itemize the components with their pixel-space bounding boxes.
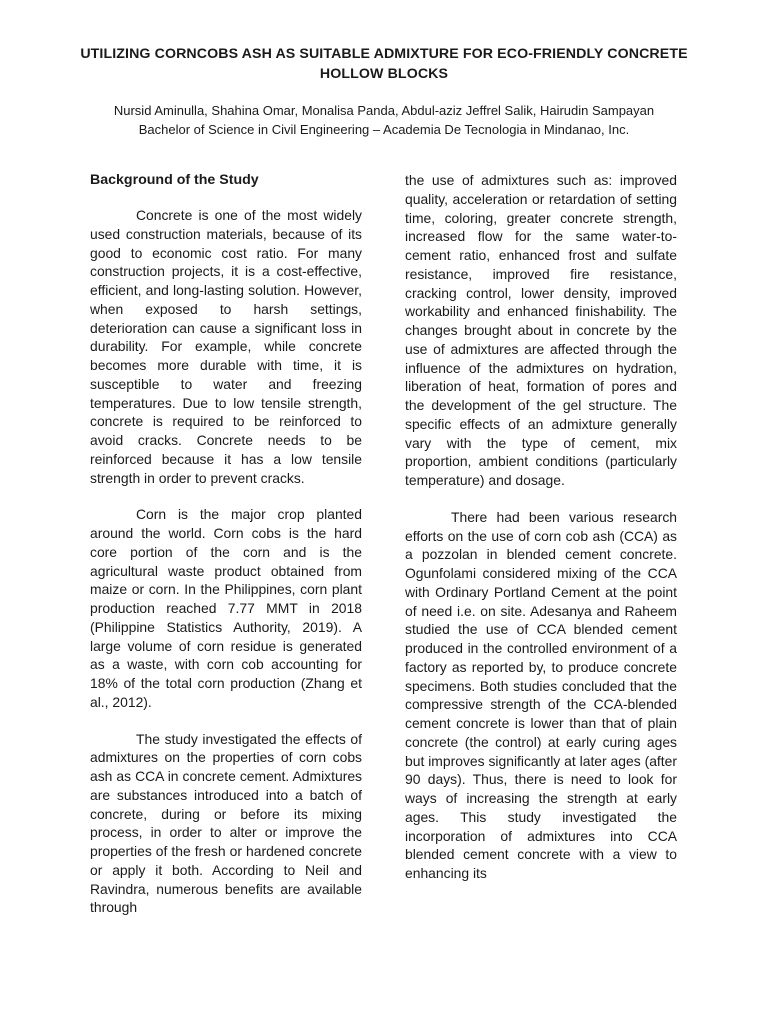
paragraph: There had been various research efforts on the use of corn cob ash (CCA) as a pozzolan in blended cement concrete. Ogunfolami considered mixing of the CCA with Ordinary Portland Cement at the point of need i.e. on site. Adesanya and Raheem studied the use of CCA blended cement produced in the controlled environment of a factory as reported by, to produce concrete specimens. Both studies concluded that the compressive strength of the CCA-blended cement concrete is lower than that of plain concrete (the control) at early curing ages but improves significantly at later ages (after 90 days). Thus, there is need to look for ways of increasing the strength at early ages. This study investigated the incorporation of admixtures into CCA blended cement concrete with a view to enhancing its — [405, 508, 677, 881]
paragraph: the use of admixtures such as: improved quality, acceleration or retardation of setting time, coloring, greater concrete strength, increased flow for the same water-to-cement ratio, enhanced frost and sulfate resistance, improved fire resistance, cracking control, lower density, improved workability and enhanced finishability. The changes brought about in concrete by the use of admixtures are affected through the influence of the admixtures on hydration, liberation of heat, formation of pores and the development of the gel structure. The specific effects of an admixture generally vary with the type of cement, mix proportion, ambient conditions (particularly temperature) and dosage. — [405, 172, 677, 488]
left-column — [90, 170, 362, 917]
paragraph: Concrete is one of the most widely used construction materials, because of its good to economic cost ratio. For many construction projects, it is a cost-effective, efficient, and long-lasting solution. However, when exposed to harsh settings, deterioration can cause a significant loss in durability. For example, while concrete becomes more durable with time, it is susceptible to water and freezing temperatures. Due to low tensile strength, concrete is required to be reinforced to avoid cracks. Concrete needs to be reinforced because it has a low tensile strength in order to prevent cracks. — [90, 207, 362, 486]
paragraph: Corn is the major crop planted around the world. Corn cobs is the hard core portion of the corn and is the agricultural waste product obtained from maize or corn. In the Philippines, corn plant production reached 7.77 MMT in 2018 (Philippine Statistics Authority, 2019). A large volume of corn residue is generated as a waste, with corn cob accounting for 18% of the total corn production (Zhang et al., 2012). — [90, 506, 362, 710]
section-heading: Background of the Study — [90, 172, 259, 188]
author-affiliation: Bachelor of Science in Civil Engineering – Academia De Tecnologia in Mindanao, Inc. — [138, 122, 630, 137]
right-column — [405, 171, 677, 883]
paper-title: UTILIZING CORNCOBS ASH AS SUITABLE ADMIXTURE FOR ECO-FRIENDLY CONCRETE HOLLOW BLOCKS — [80, 46, 688, 82]
author-block — [60, 101, 708, 139]
paragraph: The study investigated the effects of admixtures on the properties of corn cobs ash as CCA in concrete cement. Admixtures are substances introduced into a batch of concrete, during or before its mixing process, in order to alter or improve the properties of the fresh or hardened concrete or apply it both. According to Neil and Ravindra, numerous benefits are available through — [90, 730, 362, 916]
author-list: Nursid Aminulla, Shahina Omar, Monalisa Panda, Abdul-aziz Jeffrel Salik, Hairudin Sampayan — [113, 103, 655, 118]
